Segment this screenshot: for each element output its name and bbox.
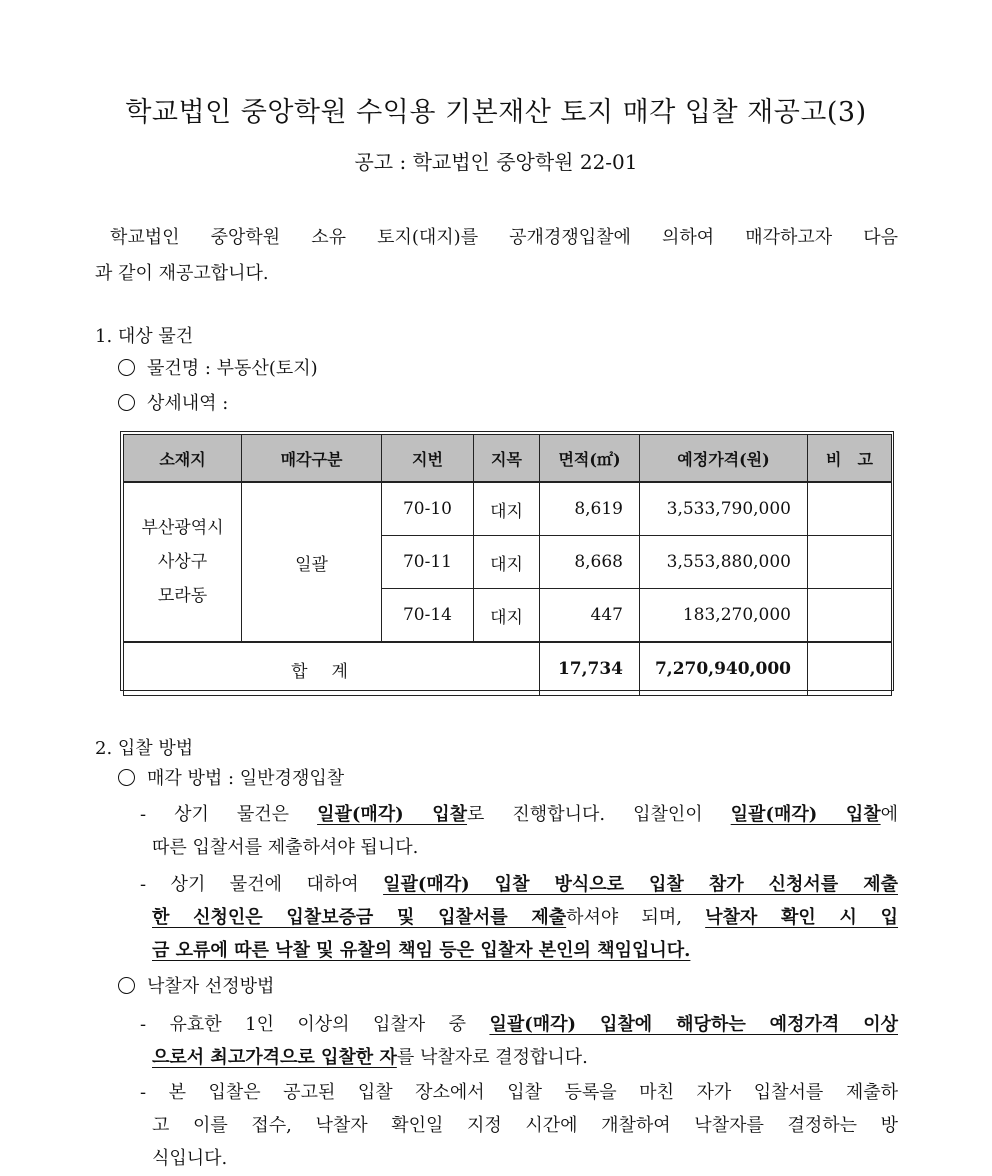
circle-bullet-icon bbox=[118, 359, 135, 376]
price-cell: 183,270,000 bbox=[640, 589, 808, 643]
section-2-heading: 2. 입찰 방법 bbox=[95, 738, 194, 759]
note-cell bbox=[808, 482, 892, 536]
document-title: 학교법인 중앙학원 수익용 기본재산 토지 매각 입찰 재공고(3) bbox=[125, 97, 867, 128]
header-note: 비 고 bbox=[808, 435, 892, 483]
section-1-heading: 1. 대상 물건 bbox=[95, 326, 194, 347]
bullet-winner-criteria: - 유효한 1인 이상의 입찰자 중 일괄(매각) 입찰에 해당하는 예정가격 이상 으로서 최고가격으로 입찰한 자를 낙찰자로 결정합니다. bbox=[140, 1014, 898, 1068]
property-table-frame bbox=[120, 431, 894, 691]
intro-line-2: 과 같이 재공고합니다. bbox=[95, 263, 269, 284]
bullet-bulk-sale: - 상기 물건은 일괄(매각) 입찰로 진행합니다. 입찰인이 일괄(매각) 입찰에 따른 입찰서를 제출하셔야 됩니다. bbox=[140, 804, 898, 858]
total-price: 7,270,940,000 bbox=[640, 642, 808, 696]
category-cell: 대지 bbox=[474, 536, 540, 589]
location-cell bbox=[124, 482, 242, 642]
item-name-line bbox=[118, 354, 318, 384]
sale-method-line bbox=[118, 764, 344, 794]
header-sale-type: 매각구분 bbox=[242, 435, 382, 483]
header-category: 지목 bbox=[474, 435, 540, 483]
area-cell: 447 bbox=[540, 589, 640, 643]
note-cell bbox=[808, 536, 892, 589]
table-header-row bbox=[124, 435, 892, 483]
category-cell: 대지 bbox=[474, 482, 540, 536]
circle-bullet-icon bbox=[118, 769, 135, 786]
lot-cell: 70-14 bbox=[382, 589, 474, 643]
circle-bullet-icon bbox=[118, 977, 135, 994]
bullet-bid-responsibility: - 상기 물건에 대하여 일괄(매각) 입찰 방식으로 입찰 참가 신청서를 제출 한 신청인은 입찰보증금 및 입찰서를 제출하셔야 되며, 낙찰자 확인 시 입 금 오류에 따른 낙찰 및 유찰의 책임 등은 입찰자 본인의 책임입니다. bbox=[140, 874, 899, 961]
table-row bbox=[124, 482, 892, 536]
winner-selection: 낙찰자 선정방법 bbox=[147, 976, 275, 997]
winner-selection-line bbox=[118, 972, 274, 1002]
circle-bullet-icon bbox=[118, 394, 135, 411]
total-note bbox=[808, 642, 892, 696]
note-cell bbox=[808, 589, 892, 643]
item-detail: 상세내역 : bbox=[147, 393, 229, 414]
header-location: 소재지 bbox=[124, 435, 242, 483]
lot-cell: 70-11 bbox=[382, 536, 474, 589]
price-cell: 3,533,790,000 bbox=[640, 482, 808, 536]
price-cell: 3,553,880,000 bbox=[640, 536, 808, 589]
item-detail-line bbox=[118, 389, 228, 419]
location-dong: 모라동 bbox=[157, 586, 208, 606]
header-lot: 지번 bbox=[382, 435, 474, 483]
table-total-row bbox=[124, 642, 892, 696]
item-name: 물건명 : 부동산(토지) bbox=[147, 358, 318, 379]
header-price: 예정가격(원) bbox=[640, 435, 808, 483]
property-table bbox=[123, 434, 892, 696]
total-label: 합계 bbox=[124, 642, 540, 696]
bullet-bid-process: - 본 입찰은 공고된 입찰 장소에서 입찰 등록을 마친 자가 입찰서를 제출하 고 이를 접수, 낙찰자 확인일 지정 시간에 개찰하여 낙찰자를 결정하는 방 식입니다. bbox=[140, 1082, 898, 1169]
total-area: 17,734 bbox=[540, 642, 640, 696]
notice-number: 공고 : 학교법인 중앙학원 22-01 bbox=[354, 150, 638, 174]
area-cell: 8,619 bbox=[540, 482, 640, 536]
location-district: 사상구 bbox=[157, 552, 208, 572]
sale-method: 매각 방법 : 일반경쟁입찰 bbox=[147, 768, 345, 789]
location-city: 부산광역시 bbox=[141, 518, 224, 538]
sale-type-cell: 일괄 bbox=[242, 482, 382, 642]
intro-line-1: 학교법인 중앙학원 소유 토지(대지)를 공개경쟁입찰에 의하여 매각하고자 다음 bbox=[110, 227, 898, 248]
header-area: 면적(㎡) bbox=[540, 435, 640, 483]
lot-cell: 70-10 bbox=[382, 482, 474, 536]
area-cell: 8,668 bbox=[540, 536, 640, 589]
category-cell: 대지 bbox=[474, 589, 540, 643]
